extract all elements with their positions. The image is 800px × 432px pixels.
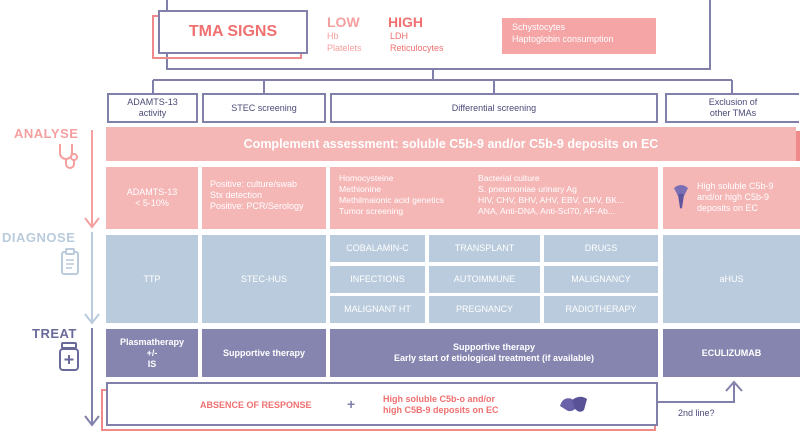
stethoscope-icon: [56, 142, 82, 172]
second-line-label: 2nd line?: [678, 408, 715, 418]
diagnose-cell: RADIOTHERAPY: [544, 296, 658, 323]
analysis-diff-left: [339, 173, 444, 217]
treat-ahus: [663, 329, 800, 377]
diagnose-cell: MALIGNANT HT: [330, 296, 425, 323]
complement-text: Complement assessment: soluble C5b-9 and/or C5b-9 deposits on EC: [243, 137, 659, 151]
diagnose-cell: AUTOIMMUNE: [429, 266, 540, 293]
response-high: [383, 394, 499, 416]
diagnose-stec-hus: [202, 235, 326, 323]
diagnose-cell: TRANSPLANT: [429, 235, 540, 262]
col-stec: [202, 93, 326, 123]
analysis-exclusion-text: [697, 181, 774, 214]
diff-test: ANA, Anti-DNA, Anti-Scl70, AF-Ab...: [478, 206, 616, 216]
low-item: Hb: [327, 31, 339, 41]
diagnose-stec-hus-label: STEC-HUS: [240, 273, 287, 284]
response-high-line: high C5B-9 deposits on EC: [383, 405, 499, 415]
treat-ttp: [106, 329, 198, 377]
diagnose-cell: COBALAMIN-C: [330, 235, 425, 262]
diff-test: Bacterial culture: [478, 173, 540, 183]
diff-test: Methilmaionic acid genetics: [339, 195, 445, 205]
diff-test: Tumor screening: [339, 206, 404, 216]
exclusion-line: deposits on EC: [697, 203, 759, 213]
col-stec-label: STEC screening: [231, 102, 297, 113]
col-differential-label: Differential screening: [451, 102, 537, 113]
extra-sign: Haptoglobin consumption: [512, 34, 614, 44]
high-label: HIGH: [388, 14, 423, 30]
diagnose-ttp: [106, 235, 198, 323]
low-item: Platelets: [327, 43, 362, 53]
phase-diagnose: DIAGNOSE: [2, 230, 76, 245]
analyse-arrow: [85, 130, 99, 227]
treat-stec-label: Supportive therapy: [222, 347, 305, 358]
diagnose-grid: [330, 235, 658, 323]
treat-ttp-line: +/-: [146, 347, 158, 358]
diagnose-arrow: [85, 232, 99, 323]
diff-test: S. pneumoniae urinary Ag: [478, 184, 577, 194]
diagnose-cell: MALIGNANCY: [544, 266, 658, 293]
col-adamts: [107, 93, 198, 123]
col-exclusion-line: Exclusion of: [708, 97, 758, 107]
analysis-stec-line: Stx detection: [210, 190, 263, 200]
col-exclusion-line: other TMAs: [709, 108, 757, 118]
diff-test: Homocysteine: [339, 173, 394, 183]
high-item: LDH: [390, 31, 409, 41]
exclusion-line: High soluble C5b-9: [697, 181, 774, 191]
treat-stec: [202, 329, 326, 377]
analysis-stec-line: Positive: PCR/Serology: [210, 201, 304, 211]
treat-ttp-line: IS: [147, 358, 157, 369]
treat-diff-line: Supportive therapy: [452, 342, 535, 352]
antibody-icon: [670, 182, 692, 210]
diagnose-ahus: [663, 235, 800, 323]
diagnose-cell: INFECTIONS: [330, 266, 425, 293]
treat-arrow: [85, 328, 99, 425]
phase-analyse: ANALYSE: [14, 126, 79, 141]
col-adamts-line: ADAMTS-13: [127, 97, 178, 107]
plus-sign: +: [347, 396, 356, 412]
treat-differential: [330, 329, 658, 377]
analysis-adamts-line: < 5-10%: [135, 198, 169, 208]
response-high-line: High soluble C5b-o and/or: [383, 394, 495, 404]
analysis-adamts: [106, 167, 198, 229]
pill-bottle-icon: [58, 342, 80, 372]
col-adamts-line: activity: [138, 108, 167, 118]
diff-test: Methionine: [339, 184, 382, 194]
clipboard-icon: [60, 248, 80, 276]
treat-ahus-label: ECULIZUMAB: [701, 347, 762, 358]
absence-of-response: ABSENCE OF RESPONSE: [200, 400, 312, 410]
analysis-stec: [202, 167, 326, 229]
extra-sign: Schystocytes: [512, 22, 566, 32]
low-label: LOW: [327, 14, 360, 30]
col-exclusion: [665, 93, 799, 123]
col-differential: [330, 93, 658, 123]
second-line-arrow: [658, 382, 742, 402]
analysis-adamts-line: ADAMTS-13: [126, 187, 178, 197]
diff-test: HIV, CHV, BHV, AHV, EBV, CMV, BK...: [478, 195, 625, 205]
treat-ttp-line: Plasmatherapy: [119, 336, 185, 347]
phase-treat: TREAT: [32, 326, 77, 341]
diagnose-cell: PREGNANCY: [429, 296, 540, 323]
diagnose-cell: DRUGS: [544, 235, 658, 262]
analysis-stec-line: Positive: culture/swab: [210, 179, 298, 189]
treat-diff-line: Early start of etiological treatment (if available): [393, 353, 595, 363]
diagnose-ahus-label: aHUS: [719, 273, 744, 284]
tma-title-box: [158, 10, 308, 54]
complement-banner: [106, 127, 796, 161]
extra-signs-box: [502, 18, 656, 54]
antibody-icon: [558, 390, 590, 420]
analysis-diff-right: [478, 173, 624, 217]
exclusion-line: and/or high C5b-9: [697, 192, 770, 202]
diagnose-ttp-label: TTP: [143, 273, 161, 284]
tma-title: TMA SIGNS: [188, 23, 278, 40]
high-item: Reticulocytes: [390, 43, 444, 53]
